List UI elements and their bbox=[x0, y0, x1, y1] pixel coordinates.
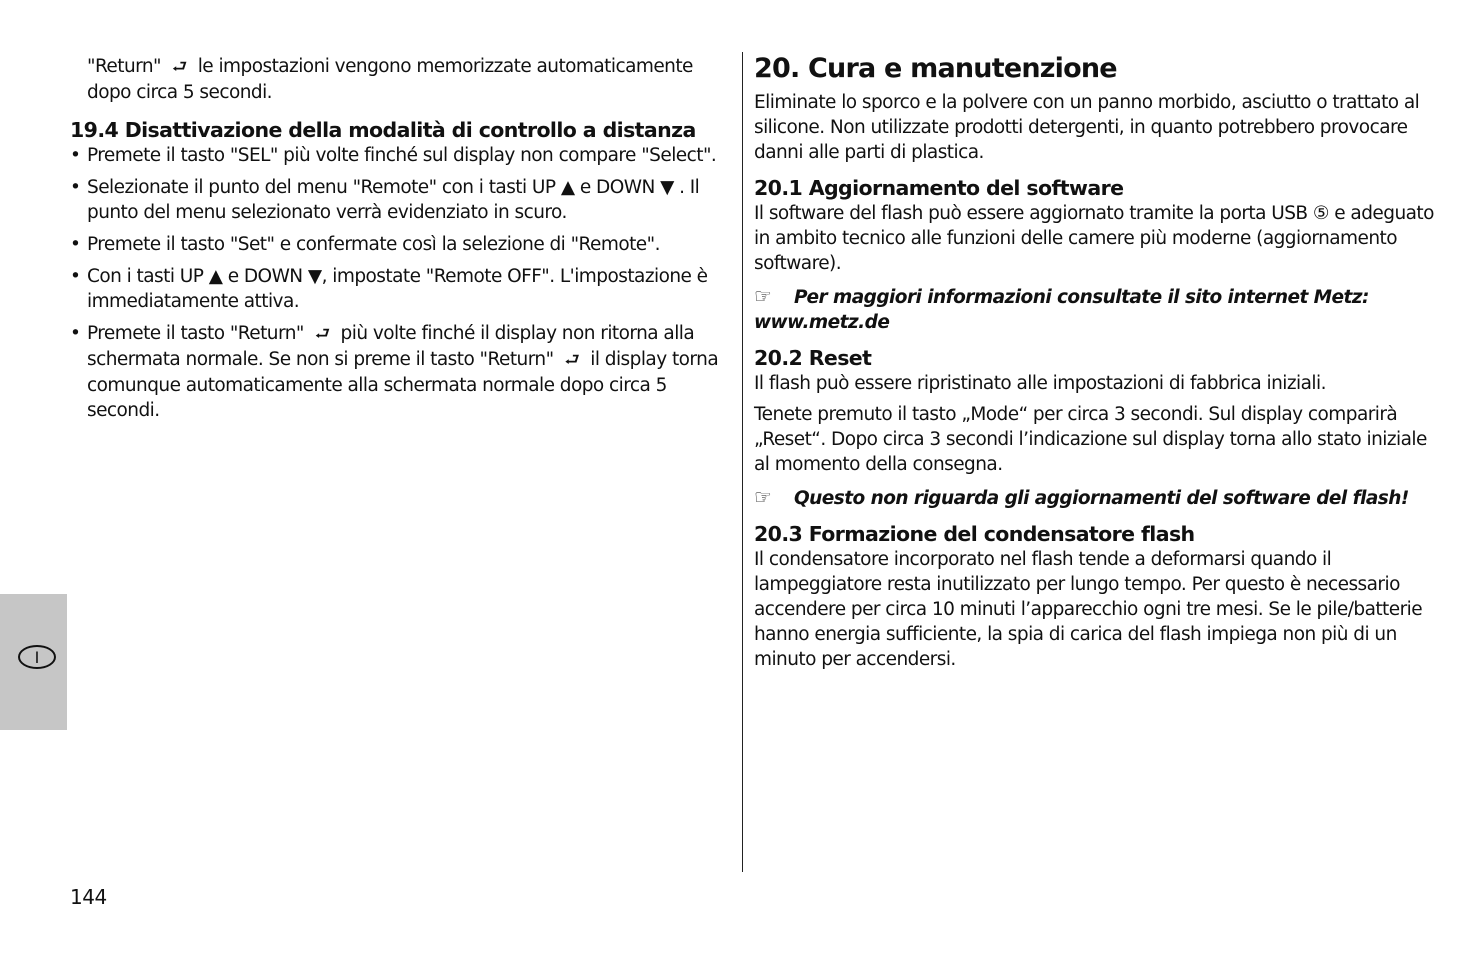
intro-text-before: "Return" bbox=[87, 56, 162, 77]
instruction-list bbox=[70, 143, 732, 423]
return-icon: ⮐ bbox=[314, 324, 330, 344]
intro-paragraph bbox=[87, 54, 732, 105]
language-badge bbox=[18, 645, 56, 669]
bullet5-text-c: il display torna comunque automaticamente alla schermata normale dopo circa 5 secondi. bbox=[87, 349, 719, 421]
list-item: • Premete il tasto "Set" e confermate così la selezione di "Remote". bbox=[70, 232, 732, 257]
note-text: Questo non riguarda gli aggiornamenti del software del flash! bbox=[794, 488, 1409, 509]
language-letter: I bbox=[34, 647, 40, 667]
section-text-20-1: Il software del flash può essere aggiornato tramite la porta USB ⑤ e adeguato in ambito tecnico alle funzioni delle camere più moderne (aggiornamento software). bbox=[754, 203, 1434, 274]
section-text-20-2b: Tenete premuto il tasto „Mode“ per circa 3 secondi. Sul display comparirà „Reset“. Dopo circa 3 secondi l’indicazione sul display torna allo stato iniziale al momento della consegna. bbox=[754, 404, 1427, 475]
bullet5-text-a: Premete il tasto "Return" bbox=[87, 323, 304, 344]
section-text-20-3: Il condensatore incorporato nel flash tende a deformarsi quando il lampeggiatore resta inutilizzato per lungo tempo. Per questo è necessario accendere per circa 10 minuti l’apparecchio ogni tre mesi. Se le pile/batterie hanno energia sufficiente, la spia di carica del flash impiega non più di un minuto per accendersi. bbox=[754, 549, 1423, 670]
note-20-2 bbox=[754, 485, 1434, 511]
list-item: • Selezionate il punto del menu "Remote" con i tasti UP ▲ e DOWN ▼ . Il punto del menu selezionato verrà evidenziato in scuro. bbox=[70, 175, 732, 225]
section-heading-20-1: 20.1 Aggiornamento del software bbox=[754, 176, 1124, 200]
right-column bbox=[754, 52, 1434, 672]
chapter-title: 20. Cura e manutenzione bbox=[754, 53, 1117, 84]
section-text-20-2a: Il flash può essere ripristinato alle impostazioni di fabbrica iniziali. bbox=[754, 373, 1326, 394]
section-heading-20-2: 20.2 Reset bbox=[754, 346, 872, 370]
chapter-intro: Eliminate lo sporco e la polvere con un panno morbido, asciutto o trattato al silicone. Non utilizzate prodotti detergenti, in quanto potrebbero provocare danni alle parti di plastica. bbox=[754, 92, 1420, 163]
list-item bbox=[70, 321, 732, 423]
intro-text-after: le impostazioni vengono memorizzate automaticamente dopo circa 5 secondi. bbox=[87, 56, 693, 103]
note-20-1 bbox=[754, 284, 1434, 335]
section-heading-19-4: 19.4 Disattivazione della modalità di controllo a distanza bbox=[70, 118, 696, 142]
column-divider bbox=[742, 52, 743, 872]
return-icon: ⮐ bbox=[564, 350, 580, 370]
return-icon: ⮐ bbox=[171, 57, 187, 77]
bullet5-text-b: più volte finché il display non ritorna alla schermata normale. Se non si preme il tasto "Return" bbox=[87, 323, 695, 370]
page-number: 144 bbox=[70, 885, 107, 909]
pointing-hand-icon: ☞ bbox=[754, 284, 772, 308]
language-tab bbox=[0, 594, 67, 730]
list-item: • Con i tasti UP ▲ e DOWN ▼, impostate "Remote OFF". L'impostazione è immediatamente attiva. bbox=[70, 264, 732, 314]
list-item: • Premete il tasto "SEL" più volte finché sul display non compare "Select". bbox=[70, 143, 732, 168]
pointing-hand-icon: ☞ bbox=[754, 485, 772, 509]
section-heading-20-3: 20.3 Formazione del condensatore flash bbox=[754, 522, 1195, 546]
note-text: Per maggiori informazioni consultate il sito internet Metz: www.metz.de bbox=[754, 287, 1369, 333]
left-column bbox=[70, 54, 732, 423]
